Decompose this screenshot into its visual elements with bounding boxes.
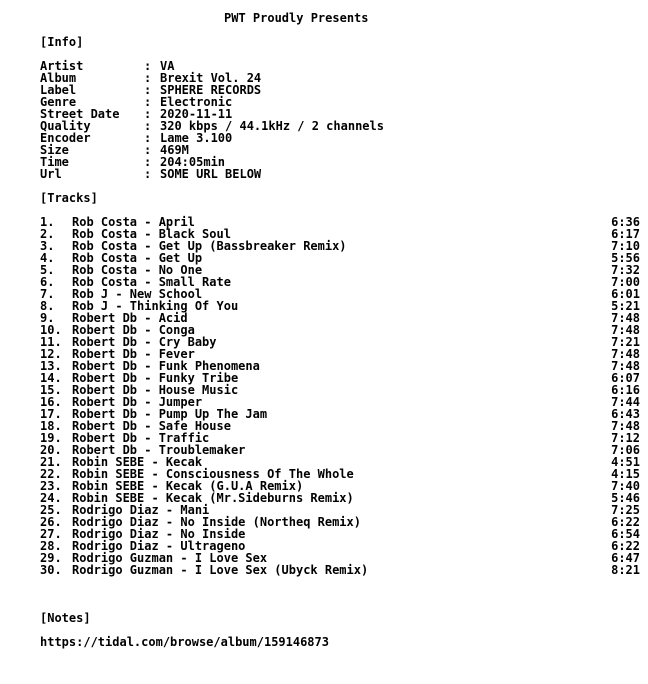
track-duration: 7:48 [611,359,640,373]
info-key: Encoder [40,131,91,145]
track-duration: 7:40 [611,479,640,493]
info-key: Url [40,167,62,181]
track-title: Rob Costa - Get Up (Bassbreaker Remix) [72,239,347,253]
track-title: Rob Costa - April [72,215,195,229]
track-title: Robin SEBE - Consciousness Of The Whole [72,467,354,481]
track-title: Robert Db - Pump Up The Jam [72,407,268,421]
track-title: Robert Db - Jumper [72,395,203,409]
info-key: Time [40,155,69,169]
info-value: Electronic [160,95,233,109]
track-duration: 6:47 [611,551,640,565]
info-row [40,60,640,72]
track-title: Robin SEBE - Kecak (Mr.Sideburns Remix) [72,491,354,505]
track-number: 12. [40,347,62,361]
info-separator: : [144,95,152,109]
info-separator: : [144,131,152,145]
track-duration: 6:22 [611,515,640,529]
track-duration: 6:17 [611,227,640,241]
info-row [40,144,640,156]
info-row [40,132,640,144]
track-duration: 6:16 [611,383,640,397]
track-number: 24. [40,491,62,505]
info-separator: : [144,119,152,133]
track-duration: 7:21 [611,335,640,349]
info-separator: : [144,143,152,157]
spacer [40,48,640,60]
track-number: 2. [40,227,55,241]
track-number: 25. [40,503,62,517]
track-duration: 5:21 [611,299,640,313]
track-number: 8. [40,299,55,313]
info-separator: : [144,71,152,85]
info-value: SOME URL BELOW [160,167,262,181]
info-key: Street Date [40,107,120,121]
info-key: Label [40,83,77,97]
track-duration: 7:44 [611,395,640,409]
info-section-heading: [Info] [40,35,84,49]
track-title: Rodrigo Diaz - Mani [72,503,210,517]
info-separator: : [144,59,152,73]
info-row [40,72,640,84]
track-title: Rob Costa - Get Up [72,251,203,265]
track-title: Rob Costa - Small Rate [72,275,231,289]
track-title: Robert Db - House Music [72,383,239,397]
info-key: Genre [40,95,77,109]
track-title: Robert Db - Fever [72,347,195,361]
track-duration: 6:54 [611,527,640,541]
track-number: 15. [40,383,62,397]
track-title: Robert Db - Traffic [72,431,210,445]
track-duration: 7:48 [611,311,640,325]
track-number: 30. [40,563,62,577]
track-list [40,216,640,576]
spacer [40,600,640,612]
info-list [40,60,640,180]
notes-link: https://tidal.com/browse/album/159146873 [40,635,329,649]
track-title: Rodrigo Diaz - No Inside (Northeq Remix) [72,515,361,529]
info-key: Album [40,71,77,85]
info-key: Size [40,143,69,157]
track-title: Robert Db - Funky Tribe [72,371,239,385]
track-duration: 7:48 [611,323,640,337]
track-number: 10. [40,323,62,337]
info-separator: : [144,107,152,121]
track-title: Robin SEBE - Kecak [72,455,203,469]
track-duration: 7:48 [611,419,640,433]
track-number: 16. [40,395,62,409]
track-number: 29. [40,551,62,565]
info-row [40,96,640,108]
track-number: 4. [40,251,55,265]
track-title: Rodrigo Diaz - Ultrageno [72,539,246,553]
info-row [40,168,640,180]
spacer [40,588,640,600]
track-title: Rob J - New School [72,287,203,301]
track-duration: 5:46 [611,491,640,505]
track-number: 19. [40,431,62,445]
track-duration: 4:15 [611,467,640,481]
spacer [40,576,640,588]
track-duration: 7:48 [611,347,640,361]
info-value: VA [160,59,175,73]
info-value: Brexit Vol. 24 [160,71,262,85]
track-title: Robert Db - Cry Baby [72,335,217,349]
info-separator: : [144,83,152,97]
info-value: 469M [160,143,189,157]
track-title: Rob Costa - Black Soul [72,227,231,241]
track-duration: 7:25 [611,503,640,517]
track-number: 26. [40,515,62,529]
info-value: 320 kbps / 44.1kHz / 2 channels [160,119,384,133]
track-duration: 8:21 [611,563,640,577]
track-title: Robert Db - Acid [72,311,188,325]
page-title: PWT Proudly Presents [224,11,369,25]
track-number: 18. [40,419,62,433]
info-key: Quality [40,119,91,133]
track-number: 7. [40,287,55,301]
track-number: 13. [40,359,62,373]
track-title: Robin SEBE - Kecak (G.U.A Remix) [72,479,304,493]
track-number: 6. [40,275,55,289]
track-number: 1. [40,215,55,229]
info-separator: : [144,155,152,169]
track-duration: 6:01 [611,287,640,301]
track-title: Rodrigo Guzman - I Love Sex (Ubyck Remix) [72,563,369,577]
track-number: 17. [40,407,62,421]
track-number: 11. [40,335,62,349]
track-number: 9. [40,311,55,325]
track-number: 22. [40,467,62,481]
track-title: Robert Db - Conga [72,323,195,337]
track-row [40,564,640,576]
track-title: Robert Db - Funk Phenomena [72,359,260,373]
track-number: 27. [40,527,62,541]
track-duration: 6:43 [611,407,640,421]
track-title: Robert Db - Troublemaker [72,443,246,457]
spacer [40,24,640,36]
track-duration: 6:07 [611,371,640,385]
track-number: 21. [40,455,62,469]
info-value: 2020-11-11 [160,107,233,121]
track-title: Rob Costa - No One [72,263,203,277]
info-value: SPHERE RECORDS [160,83,262,97]
info-separator: : [144,167,152,181]
track-title: Rob J - Thinking Of You [72,299,239,313]
track-duration: 4:51 [611,455,640,469]
track-duration: 6:36 [611,215,640,229]
info-value: Lame 3.100 [160,131,233,145]
track-duration: 7:10 [611,239,640,253]
track-duration: 7:06 [611,443,640,457]
info-value: 204:05min [160,155,226,169]
track-duration: 7:12 [611,431,640,445]
track-number: 23. [40,479,62,493]
track-duration: 7:00 [611,275,640,289]
track-number: 28. [40,539,62,553]
spacer [40,180,640,192]
track-number: 14. [40,371,62,385]
track-duration: 5:56 [611,251,640,265]
track-duration: 6:22 [611,539,640,553]
nfo-document [40,12,640,648]
info-row [40,120,640,132]
track-number: 5. [40,263,55,277]
track-number: 3. [40,239,55,253]
track-title: Robert Db - Safe House [72,419,231,433]
track-number: 20. [40,443,62,457]
info-key: Artist [40,59,84,73]
info-row [40,156,640,168]
track-title: Rodrigo Guzman - I Love Sex [72,551,268,565]
track-duration: 7:32 [611,263,640,277]
tracks-section-heading: [Tracks] [40,191,98,205]
notes-section-heading: [Notes] [40,611,91,625]
info-row [40,84,640,96]
track-title: Rodrigo Diaz - No Inside [72,527,246,541]
